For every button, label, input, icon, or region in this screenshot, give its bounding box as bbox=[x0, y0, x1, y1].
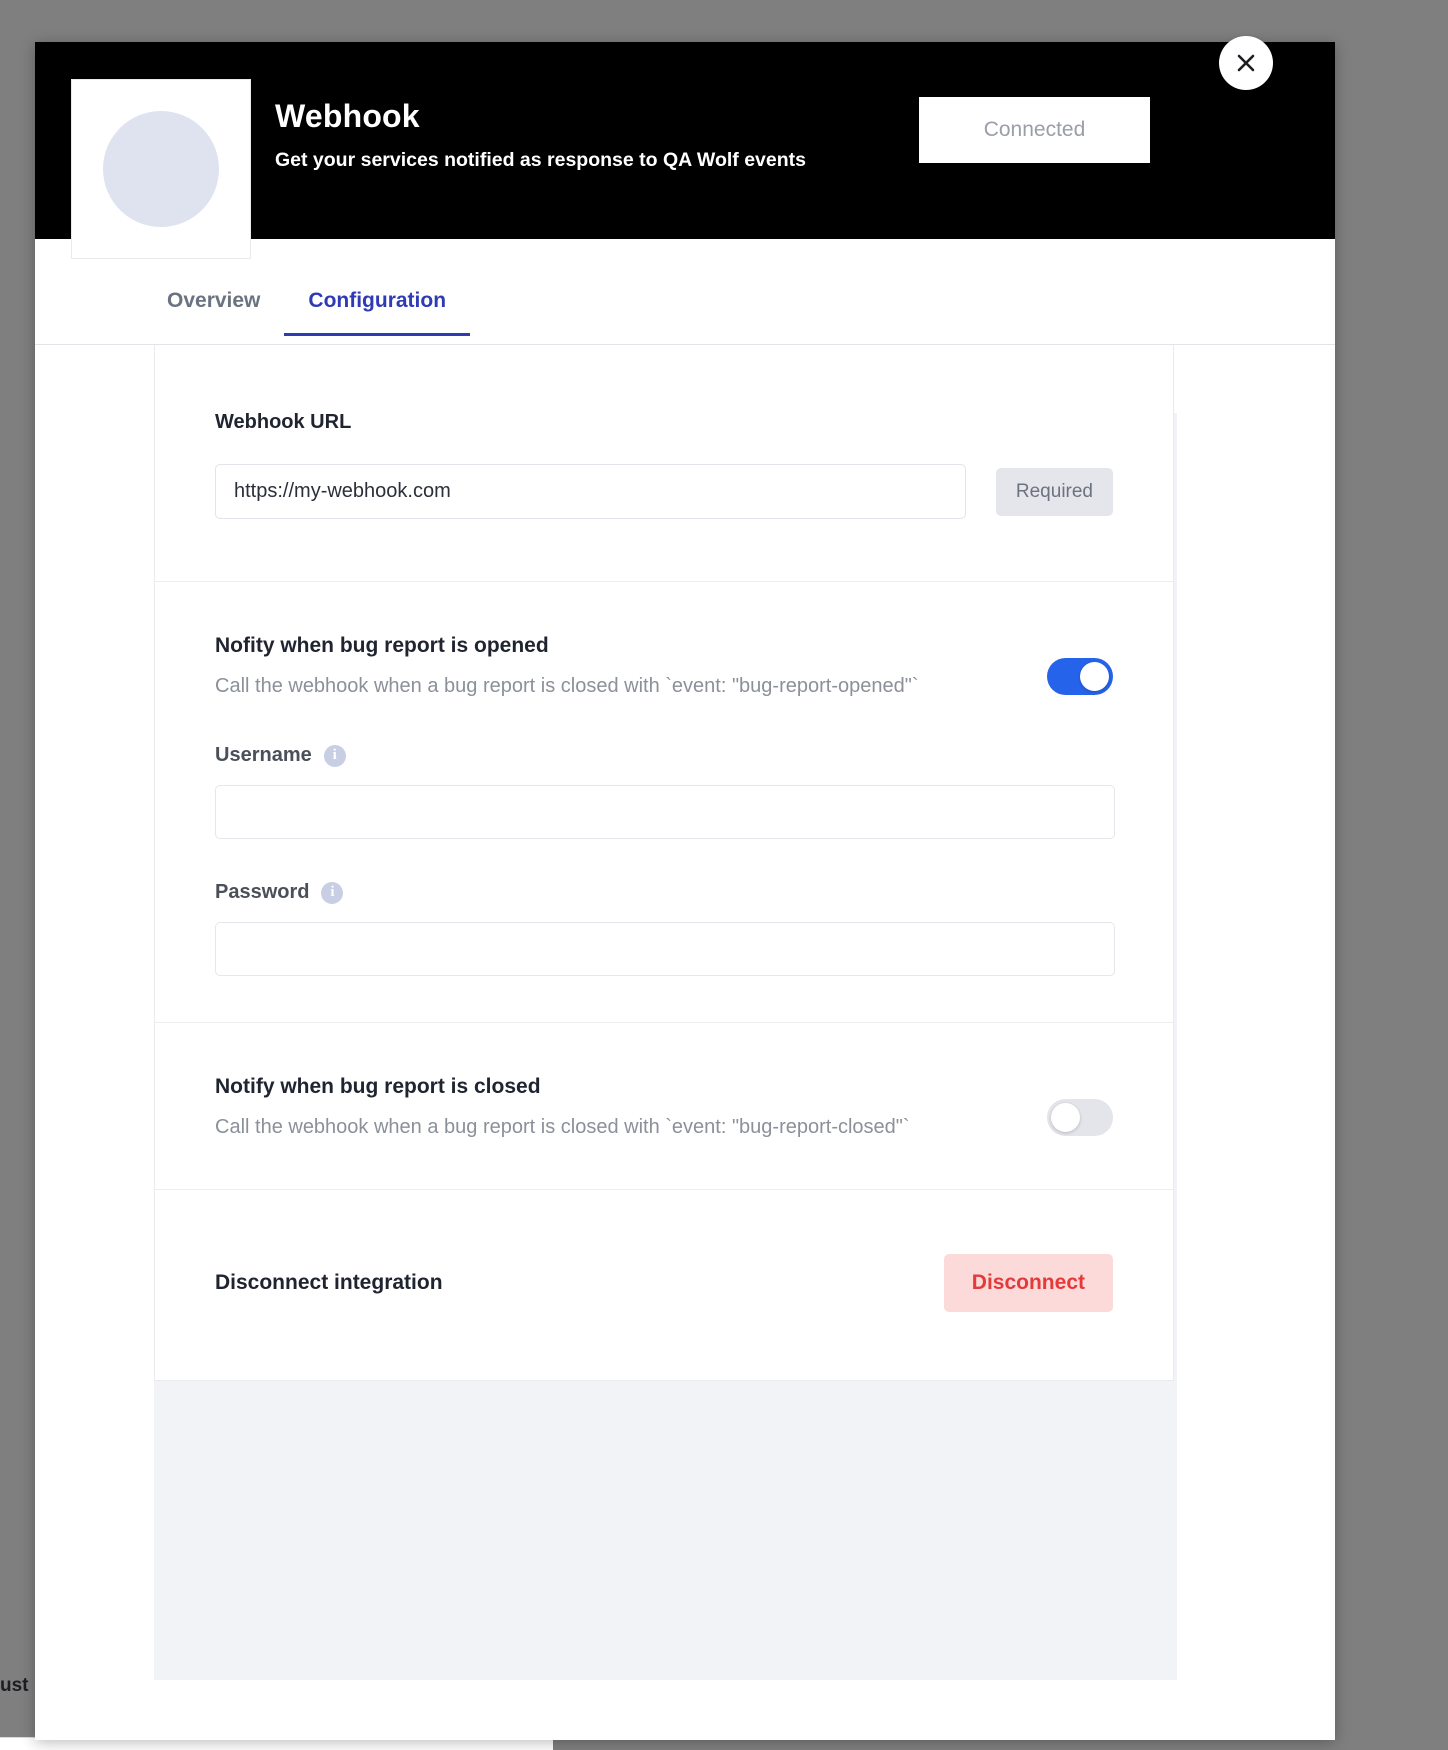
page-subtitle: Get your services notified as response to QA Wolf events bbox=[275, 149, 806, 171]
info-icon[interactable]: i bbox=[321, 882, 343, 904]
section-notify-opened bbox=[155, 582, 1173, 1023]
integration-modal bbox=[35, 42, 1335, 1740]
connected-status-button[interactable]: Connected bbox=[919, 97, 1150, 163]
webhook-url-label: Webhook URL bbox=[215, 411, 352, 433]
modal-header bbox=[35, 42, 1335, 239]
toggle-knob bbox=[1080, 662, 1109, 691]
tab-configuration[interactable]: Configuration bbox=[284, 289, 470, 336]
logo-circle bbox=[103, 111, 219, 227]
username-input[interactable] bbox=[215, 785, 1115, 839]
notify-closed-description: Call the webhook when a bug report is closed with `event: "bug-report-closed"` bbox=[215, 1116, 910, 1138]
username-field-group bbox=[215, 744, 1113, 839]
webhook-url-input[interactable] bbox=[215, 464, 966, 519]
configuration-card bbox=[154, 345, 1174, 1381]
notify-closed-head bbox=[215, 1075, 1113, 1143]
header-text-block bbox=[275, 98, 806, 172]
tab-bar bbox=[35, 289, 1335, 345]
webhook-logo-icon bbox=[71, 79, 251, 259]
background-text: ust bbox=[0, 1675, 29, 1696]
notify-closed-toggle[interactable] bbox=[1047, 1099, 1113, 1136]
password-field-group bbox=[215, 881, 1113, 976]
notify-opened-toggle[interactable] bbox=[1047, 658, 1113, 695]
notify-opened-title: Nofity when bug report is opened bbox=[215, 634, 549, 657]
toggle-knob bbox=[1051, 1103, 1080, 1132]
disconnect-label: Disconnect integration bbox=[215, 1271, 443, 1294]
section-disconnect bbox=[155, 1190, 1173, 1380]
password-input[interactable] bbox=[215, 922, 1115, 976]
page-title: Webhook bbox=[275, 98, 420, 134]
notify-opened-head bbox=[215, 634, 1113, 702]
section-webhook-url bbox=[155, 345, 1173, 582]
username-label: Username bbox=[215, 744, 312, 766]
username-label-row bbox=[215, 744, 1113, 767]
password-label-row bbox=[215, 881, 1113, 904]
notify-opened-texts bbox=[215, 634, 1047, 702]
close-icon bbox=[1233, 50, 1259, 76]
notify-opened-description: Call the webhook when a bug report is closed with `event: "bug-report-opened"` bbox=[215, 675, 919, 697]
notify-closed-title: Notify when bug report is closed bbox=[215, 1075, 541, 1098]
section-notify-closed bbox=[155, 1023, 1173, 1190]
webhook-url-row bbox=[215, 464, 1113, 519]
tab-overview[interactable]: Overview bbox=[143, 289, 284, 336]
notify-closed-texts bbox=[215, 1075, 1047, 1143]
disconnect-button[interactable]: Disconnect bbox=[944, 1254, 1113, 1312]
password-label: Password bbox=[215, 881, 310, 903]
close-button[interactable] bbox=[1219, 36, 1273, 90]
info-icon[interactable]: i bbox=[324, 745, 346, 767]
required-badge: Required bbox=[996, 468, 1113, 516]
